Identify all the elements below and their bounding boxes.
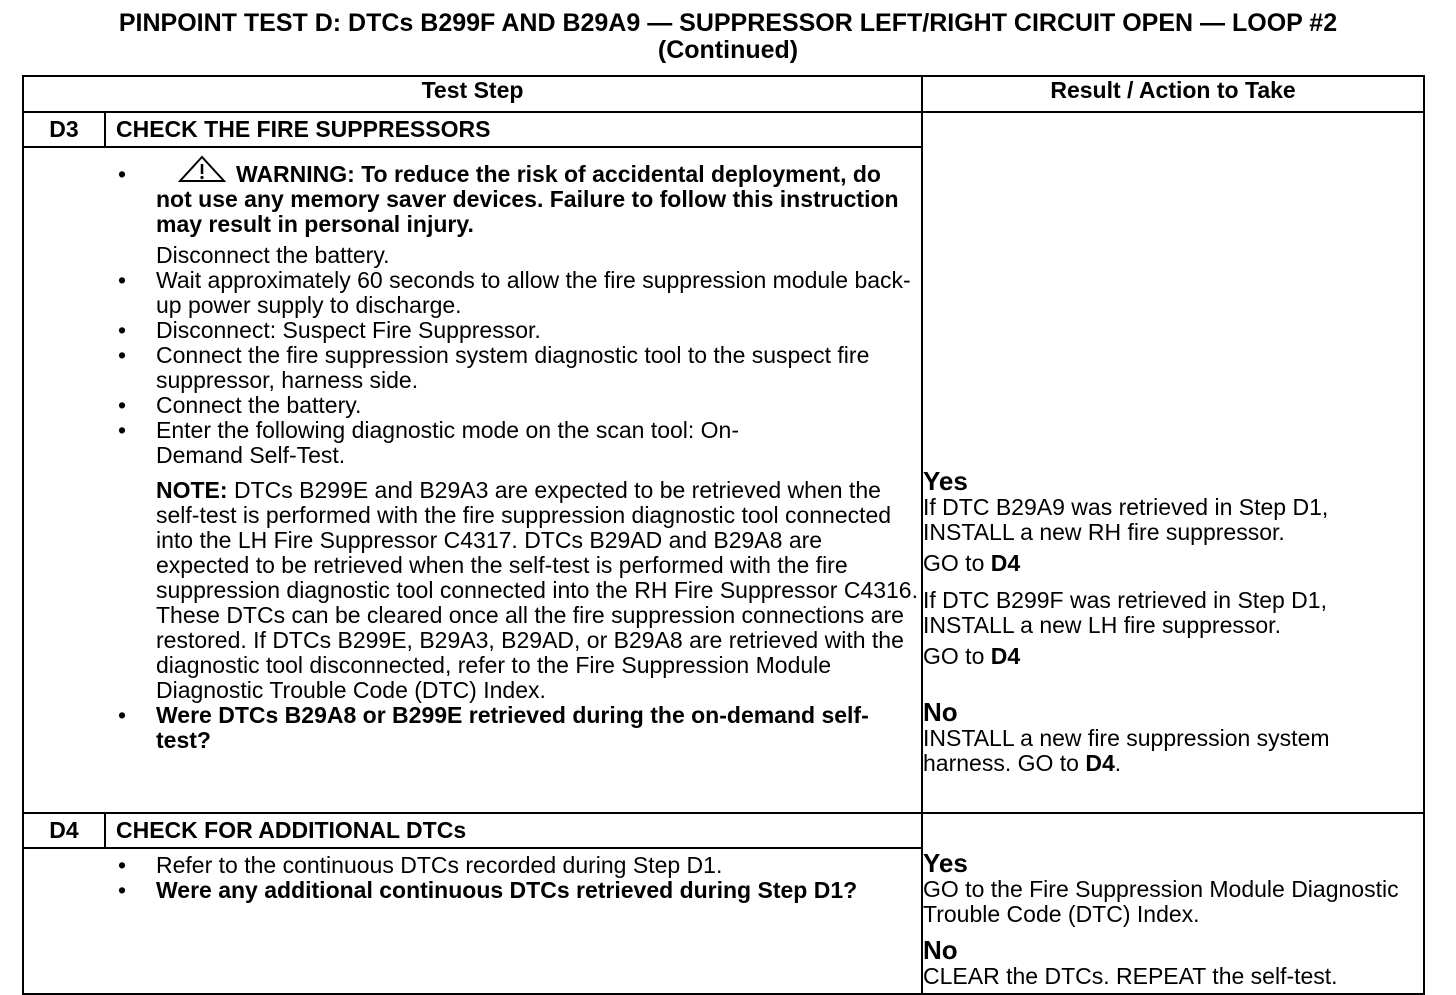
step-d3-body	[23, 147, 922, 813]
result-d4-no-text: CLEAR the DTCs. REPEAT the self-test.	[923, 963, 1338, 989]
bullet-item: • Connect the battery.	[24, 393, 921, 418]
step-d3-title-row	[23, 112, 1424, 147]
result-d3-no-text	[923, 726, 1423, 776]
warning-item	[24, 162, 921, 237]
header-test-step: Test Step	[23, 76, 922, 112]
bullet-item: • Disconnect: Suspect Fire Suppressor.	[24, 318, 921, 343]
title-line-1: PINPOINT TEST D: DTCs B299F AND B29A9 — SUPPRESSOR LEFT/RIGHT CIRCUIT OPEN — LOOP #2	[118, 9, 1338, 37]
pinpoint-test-table	[22, 75, 1425, 995]
bullet-item: • Refer to the continuous DTCs recorded during Step D1.	[24, 853, 921, 878]
go-to-target: D4	[1085, 750, 1115, 776]
after-warning-item: Disconnect the battery.	[156, 242, 390, 268]
bullet-item: • Wait approximately 60 seconds to allow the fire suppression module back-up power supply to discharge.	[24, 268, 921, 318]
result-d3-yes-label: Yes	[923, 466, 968, 496]
question-item: • Were any additional continuous DTCs retrieved during Step D1?	[24, 878, 921, 903]
step-id-d3: D3	[23, 112, 105, 147]
result-d4-yes-text: GO to the Fire Suppression Module Diagnostic Trouble Code (DTC) Index.	[923, 876, 1399, 927]
result-d4-no-label: No	[923, 935, 958, 965]
go-to-target: D4	[990, 643, 1021, 669]
result-d3-no-label: No	[923, 697, 958, 727]
bullet-item: • Enter the following diagnostic mode on the scan tool: On-Demand Self-Test.	[24, 418, 921, 468]
header-row	[23, 76, 1424, 112]
title-line-2: (Continued)	[657, 36, 799, 64]
step-id-d4: D4	[23, 813, 105, 848]
no-action-text: INSTALL a new fire suppression system harness. GO to	[923, 725, 1330, 776]
step-title-d3: CHECK THE FIRE SUPPRESSORS	[105, 112, 922, 147]
period: .	[1114, 750, 1122, 776]
note-text: DTCs B299E and B29A3 are expected to be retrieved when the self-test is performed with the fire suppression diagnostic tool connected into the LH Fire Suppressor C4317. DTCs B29AD and B29A8 are expected to be retrieved when the self-test is performed with the fire suppression diagnostic tool connected into the RH Fire Suppressor C4316. These DTCs can be cleared once all the fire suppression connections are restored. If DTCs B299E, B29A3, B29AD, or B29A8 are retrieved with the diagnostic tool disconnected, refer to the Fire Suppression Module Diagnostic Trouble Code (DTC) Index.	[156, 477, 918, 703]
warning-triangle-icon	[176, 154, 234, 184]
step-title-d4: CHECK FOR ADDITIONAL DTCs	[105, 813, 922, 848]
result-d3-yes-1-go	[923, 551, 1423, 576]
go-to-text: GO to	[923, 643, 991, 669]
warning-text: • WARNING: To reduce the risk of accidental deployment, do not use any memory saver devices. Failure to follow this instruction may result in personal injury.	[156, 161, 899, 237]
note-block	[24, 478, 921, 703]
result-d3-yes-1: If DTC B29A9 was retrieved in Step D1, INSTALL a new RH fire suppressor.	[923, 494, 1329, 545]
result-d3	[922, 112, 1424, 813]
header-result: Result / Action to Take	[922, 76, 1424, 112]
go-to-target: D4	[990, 550, 1021, 576]
bullet-item: • Connect the fire suppression system diagnostic tool to the suspect fire suppressor, harness side.	[24, 343, 921, 393]
page-title	[0, 10, 1456, 64]
note-label: NOTE:	[156, 477, 228, 503]
result-d3-yes-2-go	[923, 644, 1423, 669]
step-d4-title-row	[23, 813, 1424, 848]
step-d4-body	[23, 848, 922, 994]
result-d3-yes-2: If DTC B299F was retrieved in Step D1, INSTALL a new LH fire suppressor.	[923, 587, 1327, 638]
go-to-text: GO to	[923, 550, 991, 576]
question-item: • Were DTCs B29A8 or B299E retrieved during the on-demand self-test?	[24, 703, 921, 753]
result-d4-yes-label: Yes	[923, 848, 968, 878]
result-d4	[922, 813, 1424, 994]
